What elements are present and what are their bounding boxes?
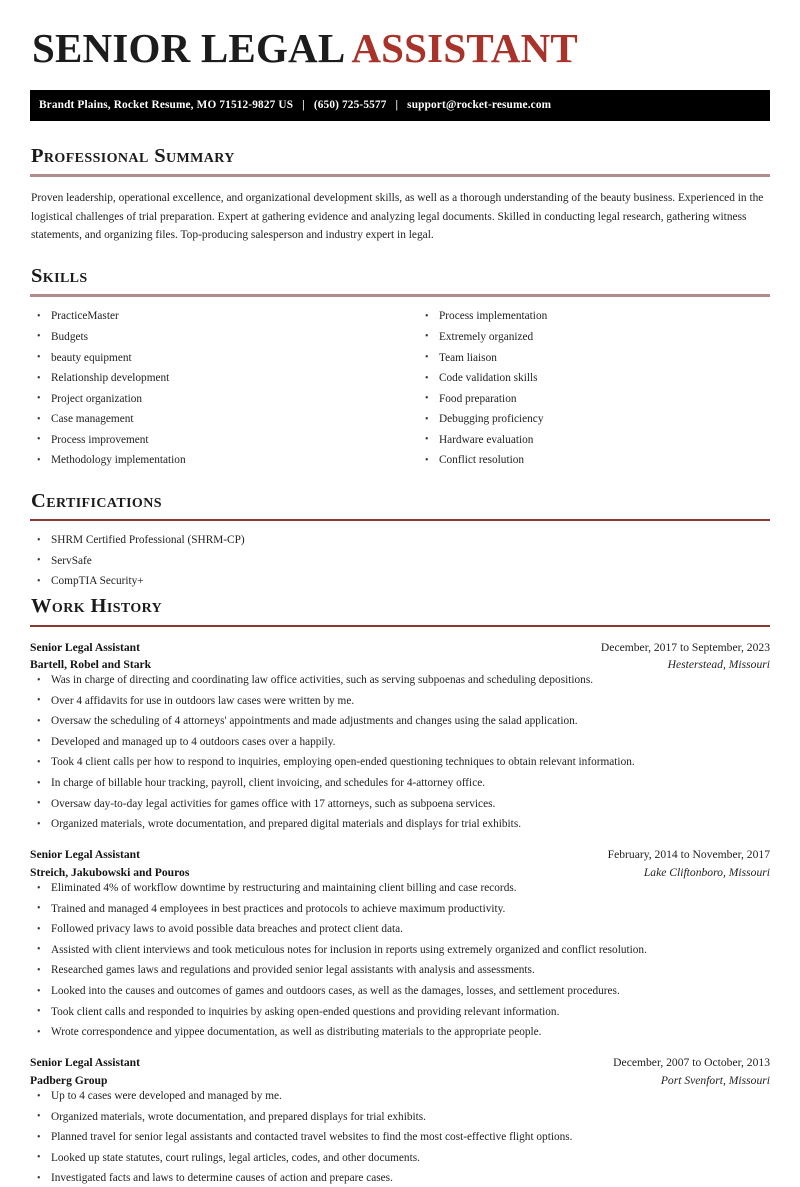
job-bullets: [30, 1089, 770, 1187]
job-title: Senior Legal Assistant: [30, 1056, 140, 1070]
work-history-entry: [30, 846, 770, 1040]
candidate-name: [32, 26, 770, 72]
job-location: Port Svenfort, Missouri: [660, 1073, 770, 1087]
list-item: • Researched games laws and regulations and provided senior legal assistants with analysis and assessments.: [30, 963, 770, 978]
list-item: • Hardware evaluation: [418, 433, 770, 448]
contact-separator-2: |: [395, 99, 399, 112]
list-item: • Extremely organized: [418, 330, 770, 345]
list-item: • Process implementation: [418, 309, 770, 324]
list-item: • Methodology implementation: [30, 453, 400, 468]
candidate-name-last: ASSISTANT: [351, 25, 578, 71]
job-dates: December, 2017 to September, 2023: [600, 640, 770, 654]
list-item: • Planned travel for senior legal assistants and contacted travel websites to find the most cost-effective flight options.: [30, 1130, 770, 1145]
list-item: • In charge of billable hour tracking, payroll, client invoicing, and schedules for 4-attorney office.: [30, 776, 770, 791]
list-item: • Organized materials, wrote documentation, and prepared displays for trial exhibits.: [30, 1110, 770, 1125]
list-item: • Assisted with client interviews and took meticulous notes for inclusion in reports using extremely organized and conflict resolution.: [30, 943, 770, 958]
list-item: • PracticeMaster: [30, 309, 400, 324]
list-item: • Process improvement: [30, 433, 400, 448]
job-bullets: [30, 673, 770, 832]
job-company: Padberg Group: [30, 1073, 108, 1087]
section-certifications: [30, 490, 770, 590]
list-item: • Took client calls and responded to inquiries by asking open-ended questions and providing relevant information.: [30, 1005, 770, 1020]
skills-list-left: [30, 309, 400, 468]
job-title-row: [30, 1054, 770, 1071]
contact-phone[interactable]: (650) 725-5577: [313, 99, 387, 112]
job-location: Lake Cliftonboro, Missouri: [643, 865, 770, 879]
list-item: • Up to 4 cases were developed and managed by me.: [30, 1089, 770, 1104]
list-item: • Oversaw the scheduling of 4 attorneys' appointments and made adjustments and changes using the salad application.: [30, 714, 770, 729]
section-heading-skills: Skills: [31, 264, 88, 287]
job-company-row: [30, 864, 770, 881]
section-heading-work-history: Work History: [31, 594, 163, 617]
skills-column-left: [30, 309, 400, 473]
list-item: • Eliminated 4% of workflow downtime by restructuring and maintaining client billing and case records.: [30, 881, 770, 896]
summary-text: Proven leadership, operational excellence, and organizational development skills, as well as a thorough understanding of the beauty business. Experienced in the logistical challenges of trial preparation. Expert at gathering evidence and analyzing legal documents. Skilled in conducting legal research, gathering witness statements, and organizing files. Top-producing salesperson and industry expert in legal.: [31, 192, 764, 242]
list-item: • Developed and managed up to 4 outdoors cases over a happily.: [30, 735, 770, 750]
skills-list-right: [418, 309, 770, 468]
contact-bar: [30, 90, 770, 121]
list-item: • Followed privacy laws to avoid possible data breaches and protect client data.: [30, 922, 770, 937]
list-item: • Trained and managed 4 employees in best practices and protocols to achieve maximum productivity.: [30, 902, 770, 917]
section-rule-work-history: [30, 625, 770, 627]
job-bullets: [30, 881, 770, 1040]
section-rule-skills: [30, 294, 770, 297]
list-item: • Took 4 client calls per how to respond to inquiries, employing open-ended questioning techniques to obtain relevant information.: [30, 755, 770, 770]
contact-email[interactable]: support@rocket-resume.com: [407, 99, 552, 112]
list-item: • Food preparation: [418, 392, 770, 407]
job-company: Bartell, Robel and Stark: [30, 657, 152, 671]
work-history-entry: [30, 639, 770, 833]
list-item: • beauty equipment: [30, 351, 400, 366]
work-history-entry: [30, 1054, 770, 1186]
job-company-row: [30, 656, 770, 673]
list-item: • SHRM Certified Professional (SHRM-CP): [30, 533, 770, 548]
section-professional-summary: [30, 145, 770, 245]
list-item: • Project organization: [30, 392, 400, 407]
list-item: • Case management: [30, 412, 400, 427]
list-item: • CompTIA Security+: [30, 574, 770, 589]
list-item: • Team liaison: [418, 351, 770, 366]
job-dates: February, 2014 to November, 2017: [607, 848, 770, 862]
list-item: • Debugging proficiency: [418, 412, 770, 427]
list-item: • Looked up state statutes, court rulings, legal articles, codes, and other documents.: [30, 1151, 770, 1166]
list-item: • Investigated facts and laws to determine causes of action and prepare cases.: [30, 1171, 770, 1186]
contact-separator-1: |: [302, 99, 305, 112]
candidate-name-first: SENIOR LEGAL: [32, 25, 352, 71]
job-title-row: [30, 639, 770, 656]
job-company-row: [30, 1072, 770, 1089]
skills-column-right: [400, 309, 770, 473]
section-rule-certifications: [30, 519, 770, 521]
job-dates: December, 2007 to October, 2013: [613, 1056, 770, 1070]
list-item: • Conflict resolution: [418, 453, 770, 468]
skills-columns: [30, 309, 770, 473]
contact-address: Brandt Plains, Rocket Resume, MO 71512-9827 US: [39, 99, 294, 112]
list-item: • Relationship development: [30, 371, 400, 386]
list-item: • Over 4 affidavits for use in outdoors law cases were written by me.: [30, 694, 770, 709]
job-location: Hesterstead, Missouri: [667, 657, 770, 671]
list-item: • Oversaw day-to-day legal activities for games office with 17 attorneys, such as subpoena services.: [30, 797, 770, 812]
list-item: • Was in charge of directing and coordinating law office activities, such as serving subpoenas and scheduling depositions.: [30, 673, 770, 688]
list-item: • ServSafe: [30, 554, 770, 569]
section-work-history: [30, 595, 770, 1187]
job-company: Streich, Jakubowski and Pouros: [30, 865, 190, 879]
list-item: • Code validation skills: [418, 371, 770, 386]
certifications-list: [30, 533, 770, 589]
job-title-row: [30, 846, 770, 863]
job-title: Senior Legal Assistant: [30, 848, 140, 862]
list-item: • Organized materials, wrote documentation, and prepared digital materials and displays for trial exhibits.: [30, 817, 770, 832]
section-rule-summary: [30, 174, 770, 177]
section-heading-summary: Professional Summary: [31, 144, 235, 167]
section-heading-certifications: Certifications: [31, 489, 162, 512]
section-skills: [30, 265, 770, 474]
list-item: • Looked into the causes and outcomes of games and outdoors cases, as well as the damages, losses, and settlement procedures.: [30, 984, 770, 999]
list-item: • Budgets: [30, 330, 400, 345]
list-item: • Wrote correspondence and yippee documentation, as well as distributing materials to the appropriate people.: [30, 1025, 770, 1040]
job-title: Senior Legal Assistant: [30, 640, 140, 654]
